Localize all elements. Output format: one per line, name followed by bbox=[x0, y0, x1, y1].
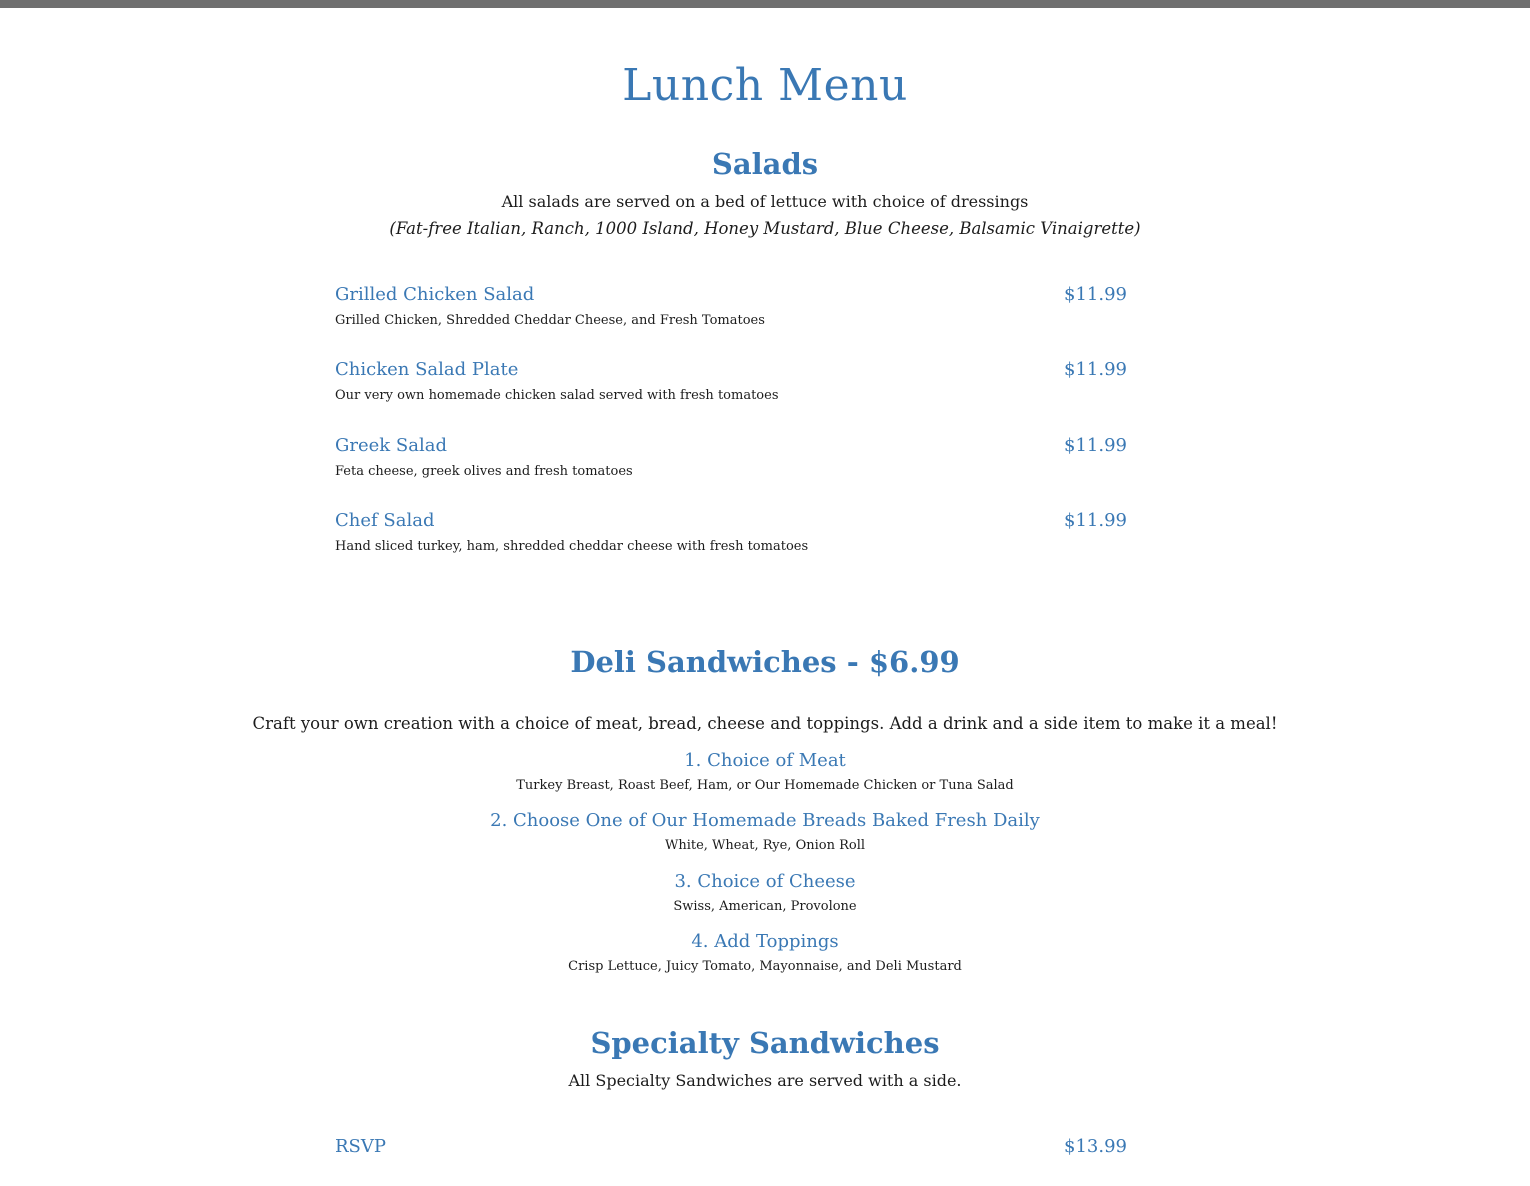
menu-item-chicken-salad-plate bbox=[335, 359, 1127, 409]
deli-step-title: 3. Choice of Cheese bbox=[674, 871, 856, 892]
specialty-heading: Specialty Sandwiches bbox=[590, 1026, 940, 1060]
specialty-intro: All Specialty Sandwiches are served with a side. bbox=[568, 1071, 962, 1090]
deli-step-desc: White, Wheat, Rye, Onion Roll bbox=[664, 838, 866, 853]
deli-step-desc: Turkey Breast, Roast Beef, Ham, or Our Homemade Chicken or Tuna Salad bbox=[516, 778, 1014, 793]
salads-intro: All salads are served on a bed of lettuce with choice of dressings bbox=[501, 192, 1029, 211]
deli-step-desc: Swiss, American, Provolone bbox=[673, 899, 857, 914]
item-description: Grilled Chicken, Shredded Cheddar Cheese, and Fresh Tomatoes bbox=[335, 313, 765, 328]
top-bar bbox=[0, 0, 1530, 8]
menu-item-grilled-chicken-salad bbox=[335, 284, 1127, 334]
item-description: Feta cheese, greek olives and fresh tomatoes bbox=[335, 464, 633, 479]
item-price: $13.99 bbox=[1064, 1136, 1127, 1157]
deli-step-title: 2. Choose One of Our Homemade Breads Baked Fresh Daily bbox=[490, 810, 1040, 831]
deli-intro: Craft your own creation with a choice of meat, bread, cheese and toppings. Add a drink and a side item to make it a meal! bbox=[252, 714, 1278, 733]
item-name: RSVP bbox=[335, 1136, 386, 1157]
deli-step-title: 1. Choice of Meat bbox=[684, 750, 846, 771]
item-name: Chef Salad bbox=[335, 510, 435, 531]
item-name: Chicken Salad Plate bbox=[335, 359, 519, 380]
page-title: Lunch Menu bbox=[622, 60, 908, 111]
deli-step-title: 4. Add Toppings bbox=[691, 931, 839, 952]
menu-item-greek-salad bbox=[335, 435, 1127, 485]
deli-step-desc: Crisp Lettuce, Juicy Tomato, Mayonnaise, and Deli Mustard bbox=[568, 959, 962, 974]
menu-item-chef-salad bbox=[335, 510, 1127, 560]
item-description: Hand sliced turkey, ham, shredded cheddar cheese with fresh tomatoes bbox=[335, 539, 809, 554]
salads-dressings: (Fat-free Italian, Ranch, 1000 Island, Honey Mustard, Blue Cheese, Balsamic Vinaigrette) bbox=[389, 219, 1141, 238]
item-name: Grilled Chicken Salad bbox=[335, 284, 535, 305]
item-price: $11.99 bbox=[1064, 359, 1127, 380]
salads-heading: Salads bbox=[711, 147, 819, 181]
item-name: Greek Salad bbox=[335, 435, 447, 456]
item-description: Our very own homemade chicken salad served with fresh tomatoes bbox=[335, 388, 779, 403]
deli-heading: Deli Sandwiches - $6.99 bbox=[570, 645, 960, 679]
item-price: $11.99 bbox=[1064, 510, 1127, 531]
menu-item-rsvp bbox=[335, 1136, 1127, 1186]
item-price: $11.99 bbox=[1064, 284, 1127, 305]
item-price: $11.99 bbox=[1064, 435, 1127, 456]
